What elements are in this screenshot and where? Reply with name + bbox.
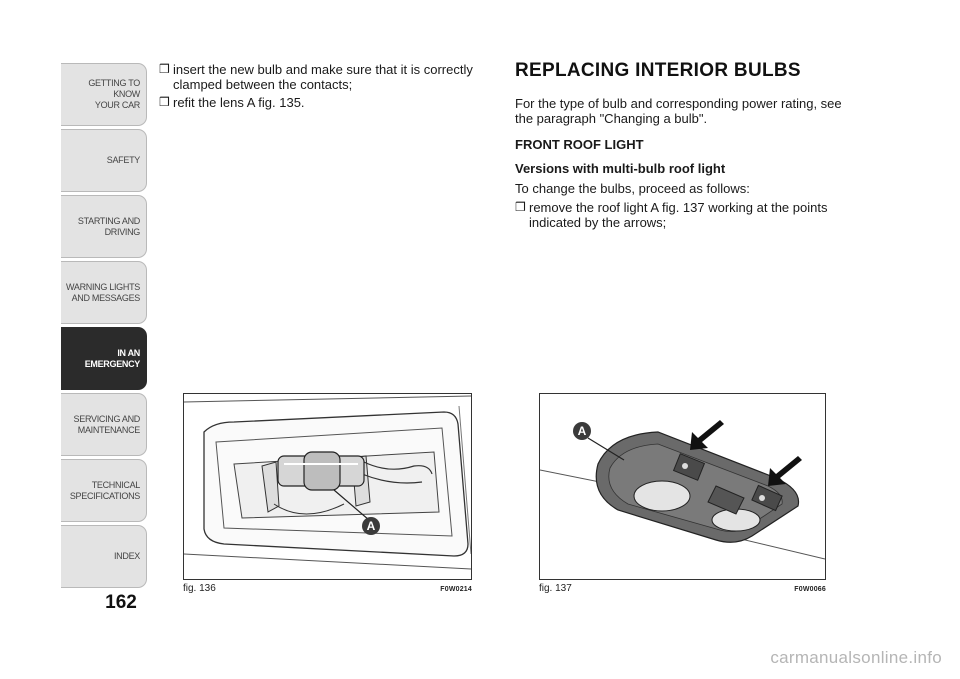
figure-137-caption: fig. 137 <box>539 583 572 594</box>
list-item <box>515 200 845 230</box>
right-column <box>515 60 845 233</box>
instruction-paragraph: To change the bulbs, proceed as follows: <box>515 181 750 196</box>
tab-safety[interactable]: SAFETY <box>61 129 147 192</box>
page-number: 162 <box>105 592 137 613</box>
figure-137 <box>539 393 826 598</box>
tab-warning-lights-and-messages[interactable]: WARNING LIGHTS AND MESSAGES <box>61 261 147 324</box>
left-column <box>159 62 479 113</box>
figure-136-image <box>183 393 472 580</box>
figure-136-caption: fig. 136 <box>183 583 216 594</box>
list-item-text: insert the new bulb and make sure that it is correctly clamped between the contacts; <box>173 62 473 92</box>
bulb-holder-illustration <box>184 394 471 579</box>
tab-getting-to-know-your-car[interactable]: GETTING TO KNOW YOUR CAR <box>61 63 147 126</box>
marker-a: A <box>362 517 380 535</box>
tab-starting-and-driving[interactable]: STARTING AND DRIVING <box>61 195 147 258</box>
checkbox-bullet-icon: ❒ <box>159 62 170 76</box>
figure-137-code: F0W0066 <box>794 586 826 593</box>
intro-paragraph: For the type of bulb and corresponding power rating, see the paragraph "Changing a bulb". <box>515 96 842 126</box>
list-item <box>159 95 479 110</box>
checkbox-bullet-icon: ❒ <box>515 200 526 214</box>
tab-index[interactable]: INDEX <box>61 525 147 588</box>
section-heading: REPLACING INTERIOR BULBS <box>515 60 801 81</box>
marker-a: A <box>573 422 591 440</box>
tab-technical-specifications[interactable]: TECHNICAL SPECIFICATIONS <box>61 459 147 522</box>
subheading-front-roof-light: FRONT ROOF LIGHT <box>515 137 644 152</box>
list-item-text: remove the roof light A fig. 137 working at the points indicated by the arrows; <box>529 200 828 230</box>
watermark: carmanualsonline.info <box>770 648 942 667</box>
tab-servicing-and-maintenance[interactable]: SERVICING AND MAINTENANCE <box>61 393 147 456</box>
checkbox-bullet-icon: ❒ <box>159 95 170 109</box>
figure-137-image <box>539 393 826 580</box>
tab-in-an-emergency[interactable]: IN AN EMERGENCY <box>61 327 147 390</box>
figure-136-code: F0W0214 <box>440 586 472 593</box>
subheading-versions: Versions with multi-bulb roof light <box>515 161 726 176</box>
list-item-text: refit the lens A fig. 135. <box>173 95 305 110</box>
list-item <box>159 62 479 92</box>
figure-136 <box>183 393 472 598</box>
